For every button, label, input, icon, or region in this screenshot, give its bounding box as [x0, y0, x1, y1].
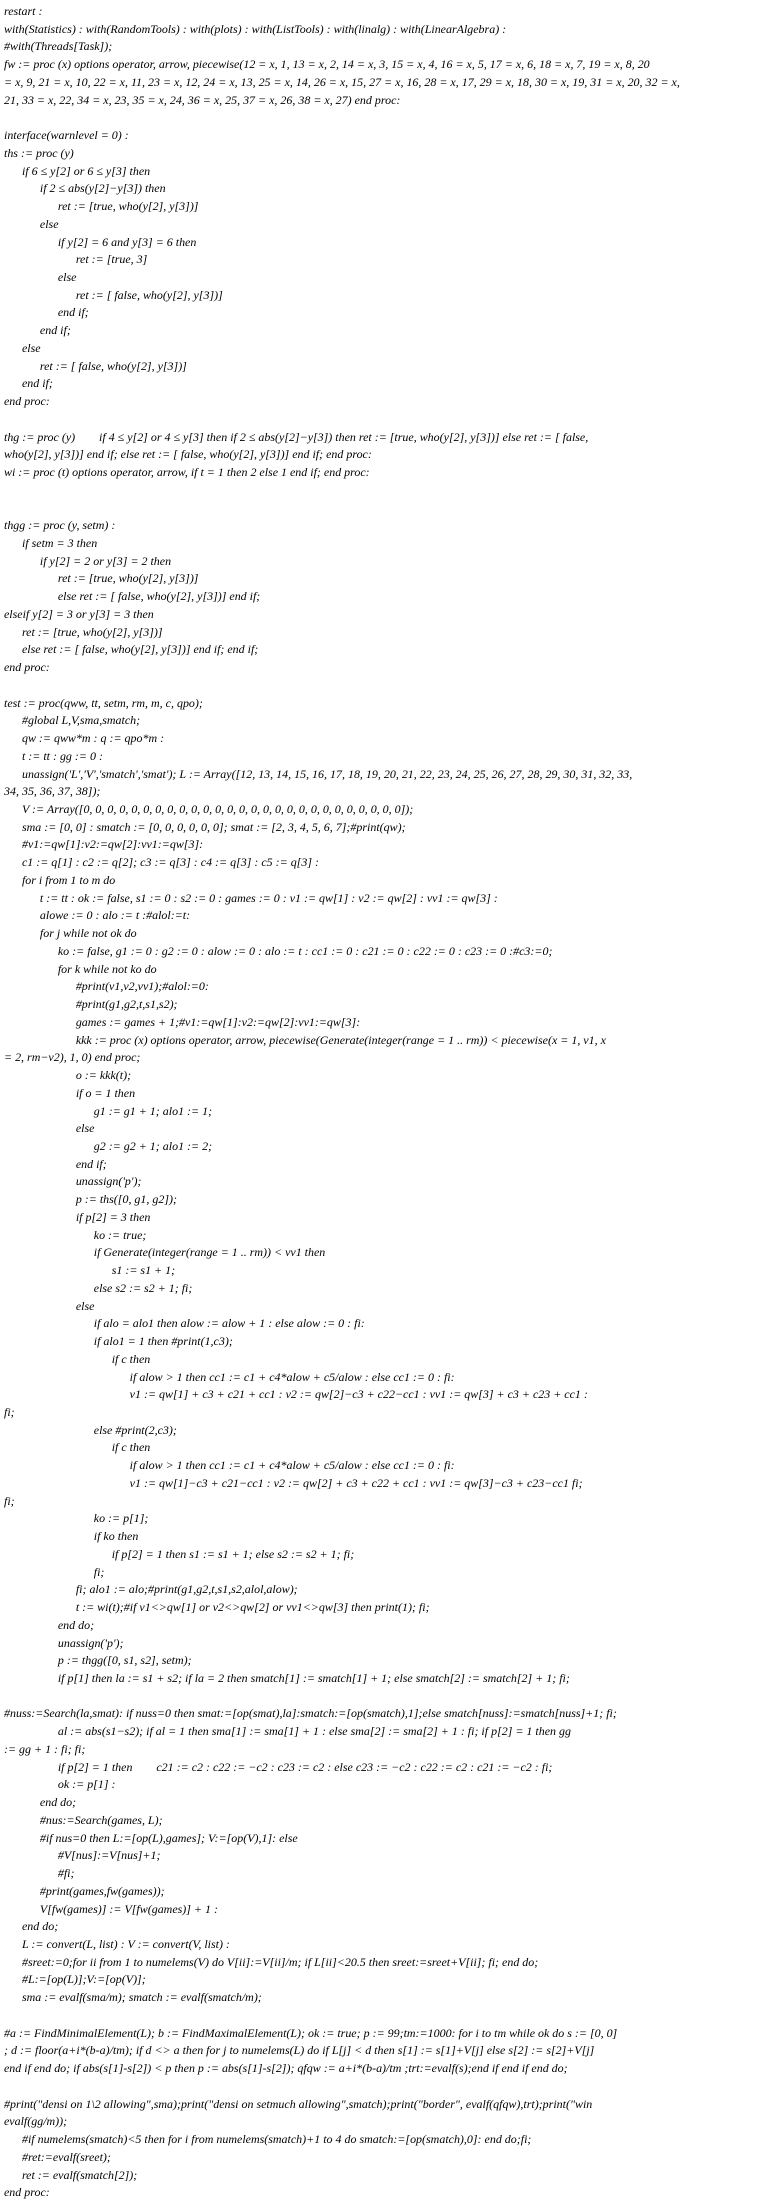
code-line: 34, 35, 36, 37, 38]); [4, 784, 101, 799]
code-line: if alow > 1 then cc1 := c1 + c4*alow + c5/alow : else cc1 := 0 : fi: [4, 1458, 455, 1473]
comment-line: #fi; [4, 1866, 75, 1881]
code-line: thg := proc (y) if 4 ≤ y[2] or 4 ≤ y[3] then if 2 ≤ abs(y[2]−y[3]) then ret := [true, who(y[2], y[3])] else ret := [ false, [4, 429, 589, 444]
comment-line: #V[nus]:=V[nus]+1; [4, 1848, 161, 1863]
comment-line: #print("densi on 1\2 allowing",sma);print("densi on setmuch allowing",smatch);print("border", evalf(qfqw),trt);print("win [4, 2096, 593, 2111]
code-line: t := tt : gg := 0 : [4, 748, 103, 763]
code-line: if c then [4, 1351, 151, 1366]
comment-line: #L:=[op(L)];V:=[op(V)]; [4, 1972, 146, 1987]
code-line [4, 110, 764, 124]
code-line: for i from 1 to m do [4, 872, 116, 887]
comment-line: #global L,V,sma,smatch; [4, 713, 141, 728]
code-line: end if end do; if abs(s[1]-s[2]) < p then p := abs(s[1]-s[2]); qfqw := a+i*(b-a)/tm ;trt:=evalf(s);end if end if end do; [4, 2061, 568, 2076]
code-line: wi := proc (t) options operator, arrow, if t = 1 then 2 else 1 end if; end proc: [4, 465, 370, 480]
code-line: if y[2] = 2 or y[3] = 2 then [4, 553, 172, 568]
code-line: end proc: [4, 394, 50, 409]
code-line: if alo1 = 1 then #print(1,c3); [4, 1334, 233, 1349]
code-line: ok := p[1] : [4, 1777, 116, 1792]
code-line: if p[1] then la := s1 + s2; if la = 2 then smatch[1] := smatch[1] + 1; else smatch[2] := smatch[2] + 1; fi; [4, 1670, 570, 1685]
code-line: p := thgg([0, s1, s2], setm); [4, 1653, 192, 1668]
code-line: fw := proc (x) options operator, arrow, piecewise(12 = x, 1, 13 = x, 2, 14 = x, 3, 15 = x, 4, 16 = x, 5, 17 = x, 6, 18 = x, 7, 19 = x, 8, 20 [4, 57, 650, 72]
code-line: ret := [ false, who(y[2], y[3])] [4, 358, 187, 373]
code-line: ret := [true, who(y[2], y[3])] [4, 571, 199, 586]
code-line [4, 483, 764, 497]
code-line: end if; [4, 323, 71, 338]
comment-line: #print(v1,v2,vv1);#alol:=0: [4, 979, 209, 994]
code-line: else ret := [ false, who(y[2], y[3])] end if; end if; [4, 642, 259, 657]
code-line: unassign('p'); [4, 1635, 124, 1650]
code-line: 21, 33 = x, 22, 34 = x, 23, 35 = x, 24, 36 = x, 25, 37 = x, 26, 38 = x, 27) end proc: [4, 92, 401, 107]
code-line: end do; [4, 1795, 77, 1810]
code-line: else [4, 1121, 95, 1136]
code-line: sma := evalf(sma/m); smatch := evalf(smatch/m); [4, 1990, 262, 2005]
code-line: g1 := g1 + 1; alo1 := 1; [4, 1103, 213, 1118]
code-line: fi; [4, 1564, 105, 1579]
code-line [4, 412, 764, 426]
code-line: v1 := qw[1] + c3 + c21 + cc1 : v2 := qw[2]−c3 + c22−cc1 : vv1 := qw[3] + c3 + c23 + cc1 : [4, 1387, 588, 1402]
code-line: with(Statistics) : with(RandomTools) : with(plots) : with(ListTools) : with(linalg) : with(LinearAlgebra) : [4, 21, 507, 36]
code-line: elseif y[2] = 3 or y[3] = 3 then [4, 606, 154, 621]
code-line: ret := [true, 3] [4, 252, 148, 267]
code-line: ret := evalf(smatch[2]); [4, 2167, 138, 2182]
code-line: end if; [4, 1156, 107, 1171]
code-line: s1 := s1 + 1; [4, 1263, 176, 1278]
code-line: end do; [4, 1617, 95, 1632]
code-line: else [4, 216, 59, 231]
code-line: t := tt : ok := false, s1 := 0 : s2 := 0 : games := 0 : v1 := qw[1] : v2 := qw[2] : vv1 := qw[3] : [4, 890, 498, 905]
comment-line: #nus:=Search(games, L); [4, 1812, 163, 1827]
code-line: t := wi(t);#if v1<>qw[1] or v2<>qw[2] or vv1<>qw[3] then print(1); fi; [4, 1600, 430, 1615]
code-line: if Generate(integer(range = 1 .. rm)) < vv1 then [4, 1245, 326, 1260]
code-line: thgg := proc (y, setm) : [4, 518, 116, 533]
code-line [4, 678, 764, 692]
code-line: if p[2] = 1 then s1 := s1 + 1; else s2 := s2 + 1; fi; [4, 1546, 355, 1561]
code-line: alowe := 0 : alo := t :#alol:=t: [4, 908, 191, 923]
code-line: else s2 := s2 + 1; fi; [4, 1280, 193, 1295]
code-line: if y[2] = 6 and y[3] = 6 then [4, 234, 197, 249]
code-line: = x, 9, 21 = x, 10, 22 = x, 11, 23 = x, 12, 24 = x, 13, 25 = x, 14, 26 = x, 15, 27 = x, 16, 28 = x, 17, 29 = x, 18, 30 = x, 19, 31 = x, 20, 32 = x, [4, 74, 680, 89]
code-line: else [4, 340, 41, 355]
code-line: if o = 1 then [4, 1085, 136, 1100]
code-line: if c then [4, 1440, 151, 1455]
code-line: if 2 ≤ abs(y[2]−y[3]) then [4, 181, 166, 196]
comment-line: #if nus=0 then L:=[op(L),games]; V:=[op(V),1]: else [4, 1830, 298, 1845]
code-line: end proc: [4, 660, 50, 675]
code-line: v1 := qw[1]−c3 + c21−cc1 : v2 := qw[2] + c3 + c22 + cc1 : vv1 := qw[3]−c3 + c23−cc1 fi; [4, 1475, 583, 1490]
code-line: for k while not ko do [4, 961, 157, 976]
code-line: ko := p[1]; [4, 1511, 149, 1526]
code-line: kkk := proc (x) options operator, arrow, piecewise(Generate(integer(range = 1 .. rm)) < piecewise(x = 1, v1, x [4, 1032, 606, 1047]
comment-line: #sreet:=0;for ii from 1 to numelems(V) do V[ii]:=V[ii]/m; if L[ii]<20.5 then sreet:=sreet+V[ii]; fi; end do; [4, 1954, 539, 1969]
code-line: end if; [4, 376, 53, 391]
code-line: end proc: [4, 2185, 50, 2200]
code-line: if alow > 1 then cc1 := c1 + c4*alow + c5/alow : else cc1 := 0 : fi: [4, 1369, 455, 1384]
comment-line: #v1:=qw[1]:v2:=qw[2]:vv1:=qw[3]: [4, 837, 204, 852]
code-line: unassign('p'); [4, 1174, 142, 1189]
code-line: if setm = 3 then [4, 536, 98, 551]
code-line: = 2, rm−v2), 1, 0) end proc; [4, 1050, 141, 1065]
code-line: qw := qww*m : q := qpo*m : [4, 731, 165, 746]
comment-line: #print(games,fw(games)); [4, 1883, 165, 1898]
comment-line: #print(g1,g2,t,s1,s2); [4, 997, 178, 1012]
code-line [4, 501, 764, 515]
code-line: unassign('L','V','smatch','smat'); L := Array([12, 13, 14, 15, 16, 17, 18, 19, 20, 21, 22, 23, 24, 25, 26, 27, 28, 29, 30, 31, 32, 33, [4, 766, 633, 781]
code-line: ; d := floor(a+i*(b-a)/tm); if d <> a then for j to numelems(L) do if L[j] < d then s[1] := s[1]+V[j] else s[2] := s[2]+V[j] [4, 2043, 595, 2058]
code-line: for j while not ok do [4, 926, 137, 941]
code-line: c1 := q[1] : c2 := q[2]; c3 := q[3] : c4 := q[3] : c5 := q[3] : [4, 855, 319, 870]
code-line: L := convert(L, list) : V := convert(V, list) : [4, 1936, 230, 1951]
code-line: fi; [4, 1493, 15, 1508]
code-line: end do; [4, 1919, 59, 1934]
code-line: if ko then [4, 1529, 139, 1544]
code-line: o := kkk(t); [4, 1068, 132, 1083]
code-line: end if; [4, 305, 89, 320]
code-line: else #print(2,c3); [4, 1422, 177, 1437]
code-line [4, 2008, 764, 2022]
code-line: test := proc(qww, tt, setm, rm, m, c, qpo); [4, 695, 203, 710]
code-line: if 6 ≤ y[2] or 6 ≤ y[3] then [4, 163, 151, 178]
comment-line: #with(Threads[Task]); [4, 39, 113, 54]
comment-line: #a := FindMinimalElement(L); b := FindMaximalElement(L); ok := true; p := 99;tm:=1000: for i to tm while ok do s := [0, 0] [4, 2025, 618, 2040]
code-line: interface(warnlevel = 0) : [4, 128, 129, 143]
code-line: fi; [4, 1404, 15, 1419]
code-line: p := ths([0, g1, g2]); [4, 1192, 177, 1207]
code-line: ths := proc (y) [4, 145, 74, 160]
code-line: ko := true; [4, 1227, 147, 1242]
code-line: evalf(gg/m)); [4, 2114, 68, 2129]
code-line: if p[2] = 3 then [4, 1209, 151, 1224]
code-line: g2 := g2 + 1; alo1 := 2; [4, 1138, 213, 1153]
code-line: V := Array([0, 0, 0, 0, 0, 0, 0, 0, 0, 0, 0, 0, 0, 0, 0, 0, 0, 0, 0, 0, 0, 0, 0, 0, 0, 0, 0]); [4, 802, 414, 817]
code-line: who(y[2], y[3])] end if; else ret := [ false, who(y[2], y[3])] end if; end proc: [4, 447, 372, 462]
code-line: if p[2] = 1 then c21 := c2 : c22 := −c2 : c23 := c2 : else c23 := −c2 : c22 := c2 : c21 := −c2 : fi; [4, 1759, 553, 1774]
code-line: if alo = alo1 then alow := alow + 1 : else alow := 0 : fi: [4, 1316, 365, 1331]
code-line: V[fw(games)] := V[fw(games)] + 1 : [4, 1901, 218, 1916]
code-line: fi; alo1 := alo;#print(g1,g2,t,s1,s2,alol,alow); [4, 1582, 298, 1597]
comment-line: #if numelems(smatch)<5 then for i from numelems(smatch)+1 to 4 do smatch:=[op(smatch),0]: end do;fi; [4, 2132, 532, 2147]
comment-line: #nuss:=Search(la,smat): if nuss=0 then smat:=[op(smat),la]:smatch:=[op(smatch),1];else smatch[nuss]:=smatch[nuss]+1; fi; [4, 1706, 617, 1721]
code-line: ret := [true, who(y[2], y[3])] [4, 624, 163, 639]
code-line [4, 1689, 764, 1703]
code-line: else [4, 270, 77, 284]
code-line: restart : [4, 4, 43, 18]
code-line: sma := [0, 0] : smatch := [0, 0, 0, 0, 0, 0]; smat := [2, 3, 4, 5, 6, 7];#print(qw); [4, 819, 406, 834]
code-line: games := games + 1;#v1:=qw[1]:v2:=qw[2]:vv1:=qw[3]: [4, 1014, 361, 1029]
code-line [4, 2079, 764, 2093]
code-line: ko := false, g1 := 0 : g2 := 0 : alow := 0 : alo := t : cc1 := 0 : c21 := 0 : c22 := 0 : c23 := 0 :#c3:=0; [4, 943, 553, 958]
code-line: := gg + 1 : fi; fi; [4, 1741, 86, 1756]
code-line: ret := [ false, who(y[2], y[3])] [4, 287, 223, 302]
code-line: ret := [true, who(y[2], y[3])] [4, 199, 199, 214]
code-line: al := abs(s1−s2); if al = 1 then sma[1] := sma[1] + 1 : else sma[2] := sma[2] + 1 : fi; if p[2] = 1 then gg [4, 1724, 571, 1739]
code-line: else ret := [ false, who(y[2], y[3])] end if; [4, 589, 261, 604]
code-line: else [4, 1298, 95, 1313]
comment-line: #ret:=evalf(sreet); [4, 2149, 111, 2164]
